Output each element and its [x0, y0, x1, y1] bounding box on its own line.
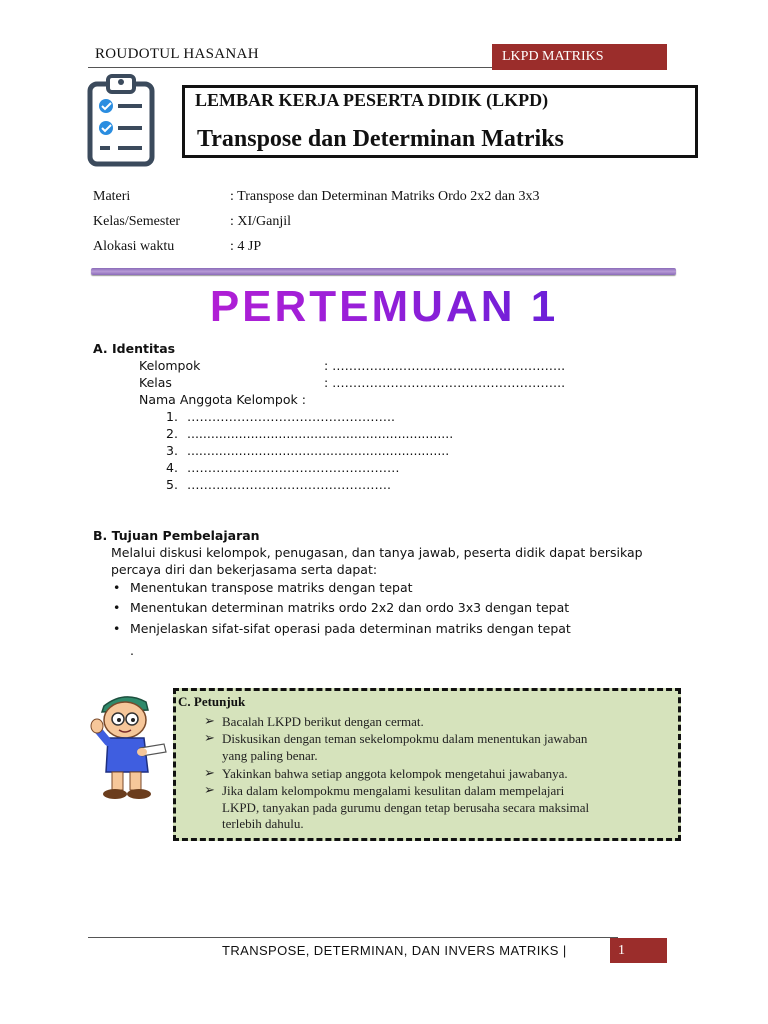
- info-label-kelas: Kelas/Semester: [93, 214, 181, 229]
- member-field[interactable]: …………………………………………..: [187, 409, 395, 424]
- instruction-item-cont: LKPD, tanyakan pada gurumu dengan tetap berusaha secara maksimal: [222, 800, 590, 815]
- kelas-field[interactable]: : ………………………………………………..: [324, 375, 566, 390]
- section-c-heading: C. Petunjuk: [178, 694, 246, 709]
- goals-intro: Melalui diskusi kelompok, penugasan, dan tanya jawab, peserta didik dapat bersikap: [111, 545, 643, 560]
- info-label-alokasi: Alokasi waktu: [93, 239, 175, 254]
- trailing-dot: .: [130, 643, 134, 658]
- bullet-icon: •: [113, 580, 121, 595]
- bullet-icon: •: [113, 621, 121, 636]
- page-number: 1: [610, 938, 667, 963]
- instruction-item-cont: yang paling benar.: [222, 748, 318, 763]
- kelas-label: Kelas: [139, 375, 172, 390]
- member-number: 4.: [166, 460, 178, 475]
- footer-divider: [88, 937, 618, 938]
- clipboard-icon: [86, 72, 166, 168]
- kelompok-label: Kelompok: [139, 358, 201, 373]
- kelompok-field[interactable]: : ………………………………………………..: [324, 358, 566, 373]
- document-title: Transpose dan Determinan Matriks: [197, 126, 564, 152]
- anggota-label: Nama Anggota Kelompok :: [139, 392, 306, 407]
- goal-item: Menjelaskan sifat-sifat operasi pada determinan matriks dengan tepat: [130, 621, 571, 636]
- info-value-alokasi: : 4 JP: [230, 239, 262, 254]
- member-field[interactable]: ……………………………………………: [187, 460, 400, 475]
- bullet-icon: •: [113, 600, 121, 615]
- member-field[interactable]: ..................................................................: [187, 443, 450, 458]
- member-number: 5.: [166, 477, 178, 492]
- section-a-heading: A. Identitas: [93, 341, 176, 356]
- instruction-item: Diskusikan dengan teman sekelompokmu dalam menentukan jawaban: [222, 731, 588, 746]
- info-value-materi: : Transpose dan Determinan Matriks Ordo 2x2 dan 3x3: [230, 189, 540, 204]
- instruction-item: Bacalah LKPD berikut dengan cermat.: [222, 714, 424, 729]
- purple-divider: [91, 268, 676, 275]
- member-field[interactable]: ...................................................................: [187, 426, 454, 441]
- footer-title: TRANSPOSE, DETERMINAN, DAN INVERS MATRIKS |: [222, 943, 567, 958]
- school-name: ROUDOTUL HASANAH: [95, 46, 259, 62]
- arrow-bullet-icon: ➢: [204, 765, 215, 780]
- arrow-bullet-icon: ➢: [204, 782, 215, 797]
- document-tag: LKPD MATRIKS: [492, 44, 667, 70]
- instruction-item-cont: terlebih dahulu.: [222, 816, 304, 831]
- lkpd-title: LEMBAR KERJA PESERTA DIDIK (LKPD): [195, 90, 549, 110]
- member-number: 1.: [166, 409, 178, 424]
- goals-intro-cont: percaya diri dan bekerjasama serta dapat:: [111, 562, 378, 577]
- goal-item: Menentukan transpose matriks dengan tepat: [130, 580, 413, 595]
- section-b-heading: B. Tujuan Pembelajaran: [93, 528, 260, 543]
- info-value-kelas: : XI/Ganjil: [230, 214, 292, 229]
- arrow-bullet-icon: ➢: [204, 713, 215, 728]
- member-field[interactable]: ………………………………………….: [187, 477, 391, 492]
- info-label-materi: Materi: [93, 189, 131, 204]
- arrow-bullet-icon: ➢: [204, 730, 215, 745]
- student-illustration-icon: [90, 690, 170, 805]
- member-number: 3.: [166, 443, 178, 458]
- instruction-item: Jika dalam kelompokmu mengalami kesulitan dalam mempelajari: [222, 783, 565, 798]
- instruction-item: Yakinkan bahwa setiap anggota kelompok mengetahui jawabanya.: [222, 766, 568, 781]
- meeting-title: PERTEMUAN 1: [0, 282, 768, 332]
- goal-item: Menentukan determinan matriks ordo 2x2 dan ordo 3x3 dengan tepat: [130, 600, 570, 615]
- member-number: 2.: [166, 426, 178, 441]
